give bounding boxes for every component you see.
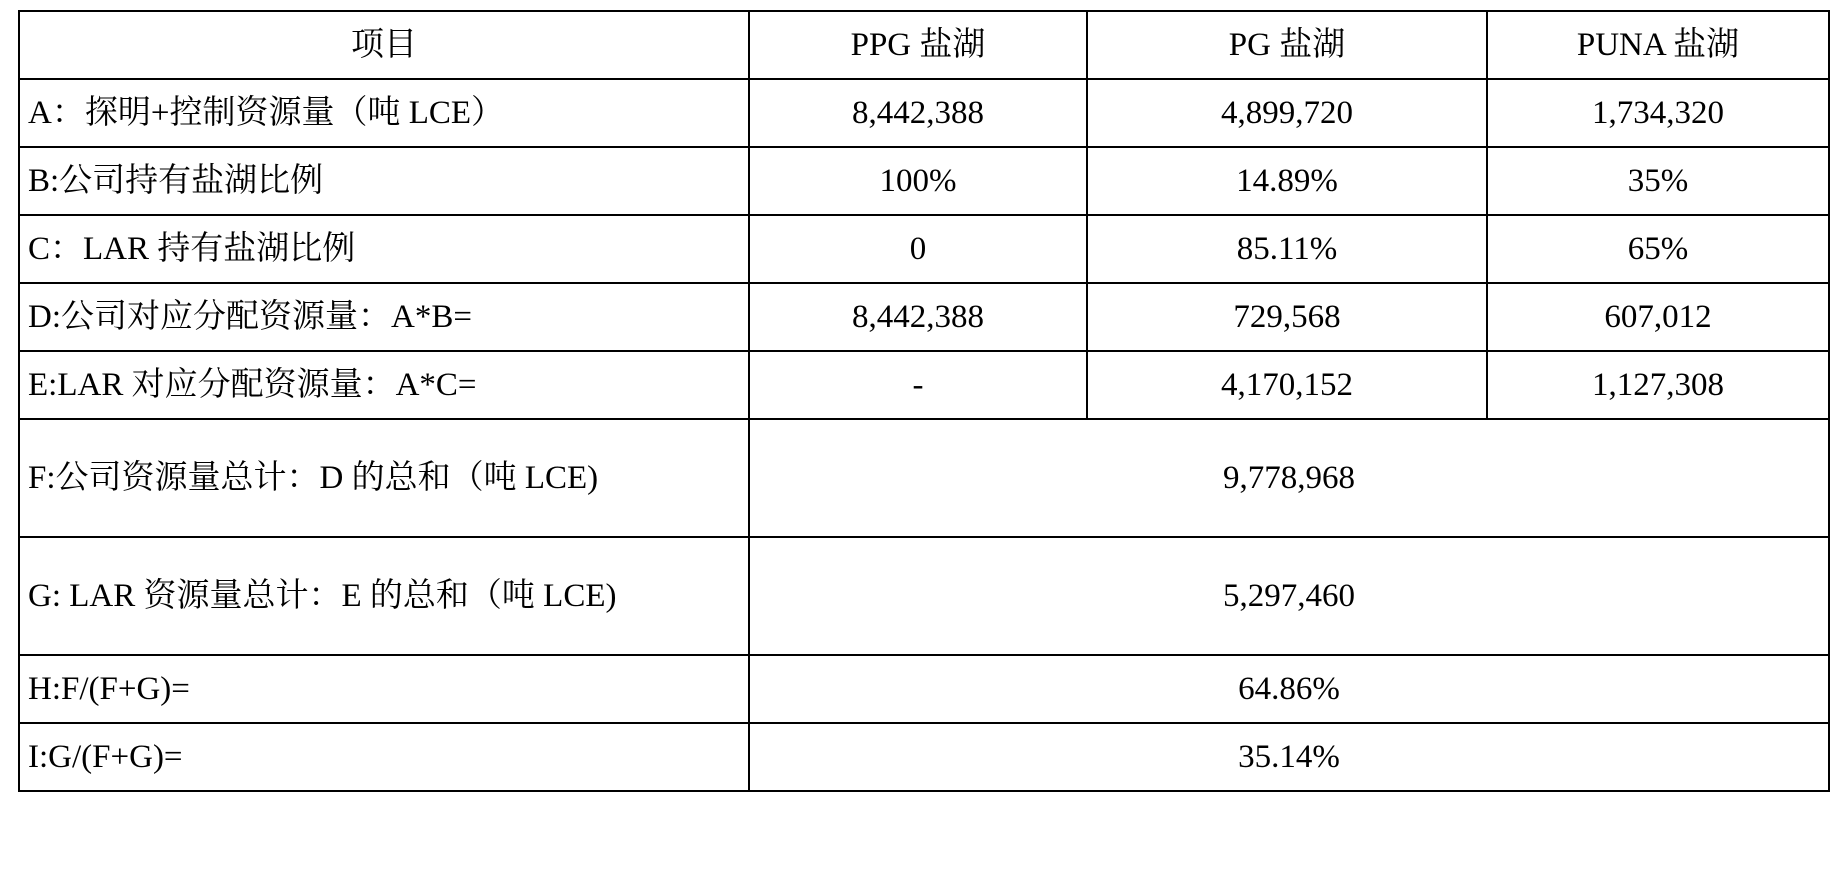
- row-label: E:LAR 对应分配资源量：A*C=: [19, 351, 749, 419]
- row-label: G: LAR 资源量总计：E 的总和（吨 LCE): [19, 537, 749, 655]
- table-row: [19, 655, 1829, 723]
- row-label: C：LAR 持有盐湖比例: [19, 215, 749, 283]
- cell-ppg: 8,442,388: [749, 283, 1087, 351]
- cell-ppg: 8,442,388: [749, 79, 1087, 147]
- table-row: [19, 147, 1829, 215]
- cell-ppg: -: [749, 351, 1087, 419]
- cell-pg: 14.89%: [1087, 147, 1487, 215]
- cell-pg: 85.11%: [1087, 215, 1487, 283]
- row-label: F:公司资源量总计：D 的总和（吨 LCE): [19, 419, 749, 537]
- cell-total: 5,297,460: [749, 537, 1829, 655]
- cell-puna: 35%: [1487, 147, 1829, 215]
- cell-pg: 4,170,152: [1087, 351, 1487, 419]
- cell-ppg: 0: [749, 215, 1087, 283]
- column-header-item: 项目: [19, 11, 749, 79]
- row-label: B:公司持有盐湖比例: [19, 147, 749, 215]
- table-row: [19, 79, 1829, 147]
- table-header-row: [19, 11, 1829, 79]
- cell-puna: 1,734,320: [1487, 79, 1829, 147]
- table-row: [19, 537, 1829, 655]
- row-label: A：探明+控制资源量（吨 LCE）: [19, 79, 749, 147]
- cell-total: 9,778,968: [749, 419, 1829, 537]
- cell-puna: 607,012: [1487, 283, 1829, 351]
- row-label: I:G/(F+G)=: [19, 723, 749, 791]
- cell-puna: 1,127,308: [1487, 351, 1829, 419]
- table-row: [19, 351, 1829, 419]
- row-label: H:F/(F+G)=: [19, 655, 749, 723]
- column-header-puna: PUNA 盐湖: [1487, 11, 1829, 79]
- resource-summary-table: [18, 10, 1830, 792]
- column-header-pg: PG 盐湖: [1087, 11, 1487, 79]
- cell-pg: 729,568: [1087, 283, 1487, 351]
- table-row: [19, 283, 1829, 351]
- table-row: [19, 215, 1829, 283]
- cell-total: 64.86%: [749, 655, 1829, 723]
- cell-pg: 4,899,720: [1087, 79, 1487, 147]
- table-row: [19, 419, 1829, 537]
- column-header-ppg: PPG 盐湖: [749, 11, 1087, 79]
- cell-ppg: 100%: [749, 147, 1087, 215]
- cell-total: 35.14%: [749, 723, 1829, 791]
- row-label: D:公司对应分配资源量：A*B=: [19, 283, 749, 351]
- cell-puna: 65%: [1487, 215, 1829, 283]
- table-row: [19, 723, 1829, 791]
